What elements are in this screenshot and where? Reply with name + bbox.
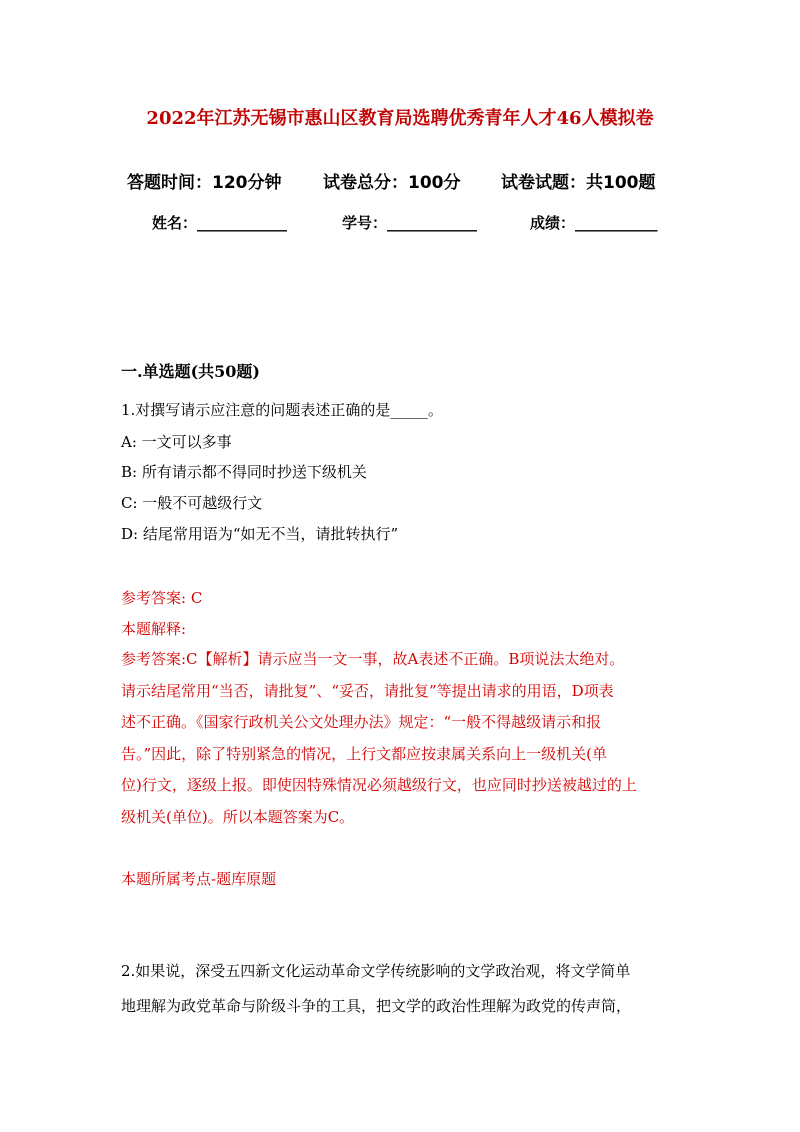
explanation-line: 告。”因此，除了特别紧急的情况，上行文都应按隶属关系向上一级机关(单 xyxy=(121,744,608,763)
explanation-line: 级机关(单位)。所以本题答案为C。 xyxy=(121,807,355,826)
section-heading: 一.单选题(共50题) xyxy=(121,362,260,381)
option-c: C: 一般不可越级行文 xyxy=(121,494,263,512)
option-b: B: 所有请示都不得同时抄送下级机关 xyxy=(121,463,367,481)
option-d: D: 结尾常用语为“如无不当，请批转执行” xyxy=(121,525,399,543)
question-2-line: 2.如果说，深受五四新文化运动革命文学传统影响的文学政治观，将文学简单 xyxy=(121,962,631,980)
explanation-label: 本题解释: xyxy=(121,620,187,638)
score-field: 成绩：___________ xyxy=(530,214,658,232)
topic-tag: 本题所属考点-题库原题 xyxy=(121,870,277,888)
exam-question-count: 试卷试题：共100题 xyxy=(501,173,656,193)
answer: 参考答案: C xyxy=(121,589,203,607)
explanation xyxy=(121,644,701,833)
explanation-line: 请示结尾常用“当否，请批复”、“妥否，请批复”等提出请求的用语，D项表 xyxy=(121,681,614,700)
page-title: 2022年江苏无锡市惠山区教育局选聘优秀青年人才46人模拟卷 xyxy=(146,108,654,129)
option-a: A: 一文可以多事 xyxy=(121,433,232,451)
explanation-line: 位)行文，逐级上报。即使因特殊情况必须越级行文，也应同时抄送被越过的上 xyxy=(121,776,637,794)
question-1: 1.对撰写请示应注意的问题表述正确的是_____。 xyxy=(121,401,443,419)
explanation-line: 参考答案:C【解析】请示应当一文一事，故A表述不正确。B项说法太绝对。 xyxy=(121,650,625,668)
question-2-line: 地理解为政党革命与阶级斗争的工具，把文学的政治性理解为政党的传声筒， xyxy=(121,997,632,1015)
explanation-line: 述不正确。《国家行政机关公文处理办法》规定：“一般不得越级请示和报 xyxy=(121,713,602,731)
exam-total-score: 试卷总分：100分 xyxy=(323,173,461,193)
name-field: 姓名：____________ xyxy=(152,214,288,232)
student-id-field: 学号：____________ xyxy=(342,214,478,232)
exam-time: 答题时间：120分钟 xyxy=(127,173,282,193)
